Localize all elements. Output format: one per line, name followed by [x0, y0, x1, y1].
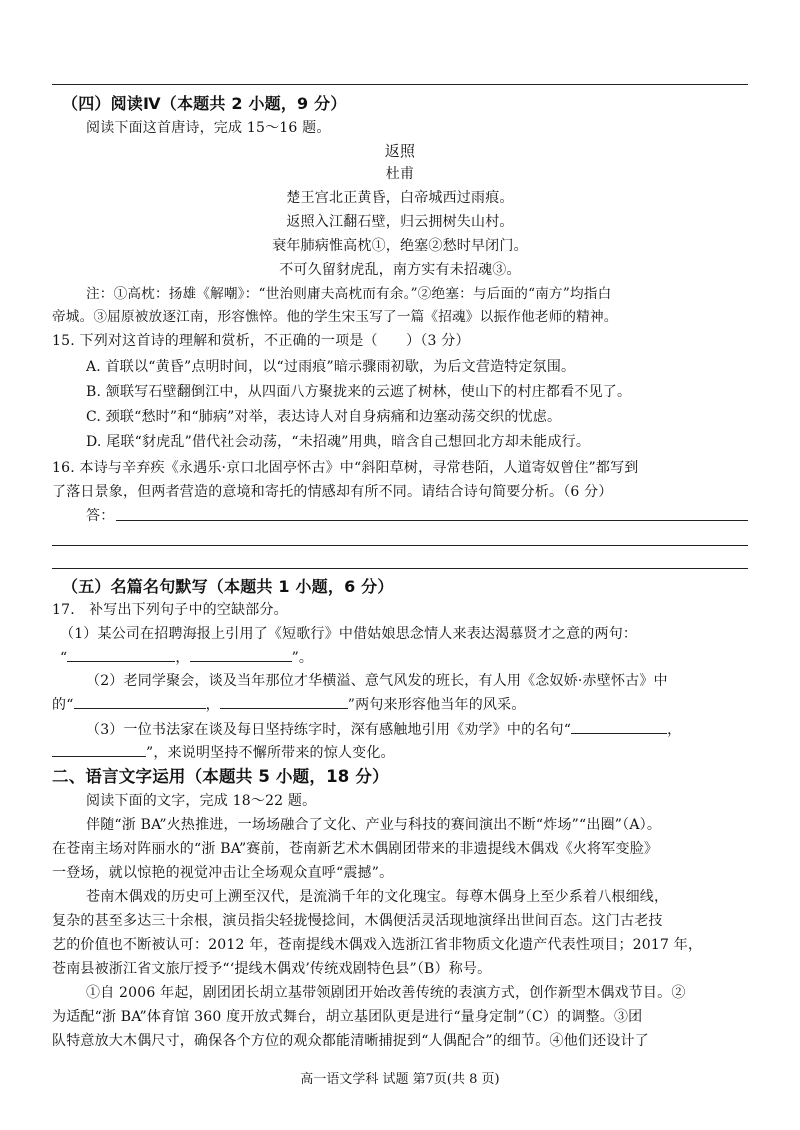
section4-heading: （四）阅读Ⅳ（本题共 2 小题，9 分） — [62, 94, 347, 113]
section5-heading: （五）名篇名句默写（本题共 1 小题，6 分） — [62, 577, 394, 596]
para1-line-2: 在苍南主场对阵丽水的“浙 BA”赛前，苍南新艺术木偶剧团带来的非遗提线木偶戏《火将军变脸》 — [52, 841, 659, 857]
q17-3-blank-2[interactable] — [52, 742, 146, 757]
q15-option-d: D. 尾联“豺虎乱”借代社会动荡，“未招魂”用典，暗含自己想回北方却未能成行。 — [86, 434, 591, 450]
q17-1-open-quote: “ — [60, 650, 68, 666]
q17-1-text: （1）某公司在招聘海报上引用了《短歌行》中借姑娘思念情人来表达渴慕贤才之意的两句： — [60, 626, 638, 642]
q17-2-close: ”两句来形容他当年的风采。 — [347, 697, 526, 713]
para2-line-1: 苍南木偶戏的历史可上溯至汉代，是流淌千年的文化瑰宝。每尊木偶身上至少系着八根细线， — [86, 889, 669, 905]
q17-2-answer-row: 的“ ， ”两句来形容他当年的风采。 — [52, 694, 526, 715]
q17-1-blank-1[interactable] — [67, 647, 175, 662]
q15-option-a: A. 首联以“黄昏”点明时间，以“过雨痕”暗示骤雨初歇，为后文营造特定氛围。 — [86, 359, 576, 375]
para3-line-3: 队特意放大木偶尺寸，确保各个方位的观众都能清晰捕捉到“人偶配合”的细节。④他们还设计了 — [52, 1033, 649, 1049]
poem-note-line-1: 注：①高枕：扬雄《解嘲》：“世治则庸夫高枕而有余。”②绝塞：与后面的“南方”均指白 — [86, 286, 612, 302]
poem-note-line-2: 帝城。③屈原被放逐江南，形容憔悴。他的学生宋玉写了一篇《招魂》以振作他老师的精神。 — [52, 309, 618, 325]
q17-1-answer-row — [60, 647, 313, 668]
part2-instruction: 阅读下面的文字，完成 18～22 题。 — [86, 793, 317, 809]
answer-line-2[interactable] — [52, 545, 748, 546]
q15-option-c: C. 颈联“愁时”和“肺病”对举，表达诗人对自身病痛和边塞动荡交织的忧虑。 — [86, 409, 562, 425]
poem-line-1: 楚王宫北正黄昏，白帝城西过雨痕。 — [286, 190, 514, 206]
q17-3-answer-row — [52, 742, 395, 763]
top-divider — [52, 84, 748, 85]
para2-line-3: 艺的价值也不断被认可：2012 年，苍南提线木偶戏入选浙江省非物质文化遗产代表性项目；2017 年， — [52, 937, 703, 953]
q17-3-text-row: （3）一位书法家在谈及每日坚持练字时，深有感触地引用《劝学》中的名句“ ， — [86, 719, 681, 740]
para3-line-1: ①自 2006 年起，剧团团长胡立基带领剧团开始改善传统的表演方式，创作新型木偶戏节目。② — [86, 985, 686, 1001]
q17-2-prefix: 的“ — [52, 697, 74, 713]
answer-line-1[interactable] — [116, 520, 748, 521]
para2-line-4: 苍南县被浙江省文旅厅授予“‘提线木偶戏’传统戏剧特色县”（B）称号。 — [52, 961, 492, 977]
q17-2-blank-2[interactable] — [220, 694, 348, 709]
q16-stem-line-1: 16. 本诗与辛弃疾《永遇乐·京口北固亭怀古》中“斜阳草树，寻常巷陌，人道寄奴曾住”都写到 — [52, 460, 639, 476]
q17-2-text: （2）老同学聚会，谈及当年那位才华横溢、意气风发的班长，有人用《念奴娇·赤壁怀古》中 — [86, 673, 668, 689]
q17-2-blank-1[interactable] — [74, 694, 206, 709]
para1-line-3: 一登场，就以惊艳的视觉冲击让全场观众直呼“震撼”。 — [52, 865, 394, 881]
q17-stem: 17. 补写出下列句子中的空缺部分。 — [52, 602, 288, 618]
q17-1-separator: ， — [175, 650, 190, 666]
q17-3-blank-1[interactable] — [571, 719, 667, 734]
q17-3-close: ”，来说明坚持不懈所带来的惊人变化。 — [146, 745, 395, 761]
poem-author: 杜甫 — [385, 166, 415, 182]
section4-instruction: 阅读下面这首唐诗，完成 15～16 题。 — [86, 120, 331, 136]
q17-3-text: （3）一位书法家在谈及每日坚持练字时，深有感触地引用《劝学》中的名句“ — [86, 722, 572, 738]
q17-1-blank-2[interactable] — [190, 647, 292, 662]
part2-heading: 二、语言文字运用（本题共 5 小题，18 分） — [52, 767, 389, 786]
q15-stem: 15. 下列对这首诗的理解和赏析，不正确的一项是（ ）（3 分） — [52, 333, 470, 349]
q17-1-close-quote: ”。 — [291, 650, 314, 666]
q16-stem-line-2: 了落日景象，但两者营造的意境和寄托的情感却有所不同。请结合诗句简要分析。（6 分） — [52, 484, 613, 500]
para1-line-1: 伴随“浙 BA”火热推进，一场场融合了文化、产业与科技的赛间演出不断“炸场”“出圈”（A）。 — [86, 817, 662, 833]
answer-label: 答： — [86, 508, 115, 524]
poem-title: 返照 — [384, 142, 416, 160]
section5-divider — [52, 568, 748, 569]
para3-line-2: 为适配“浙 BA”体育馆 360 度开放式舞台，胡立基团队更是进行“量身定制”（C）的调整。③团 — [52, 1009, 643, 1025]
poem-line-3: 衰年肺病惟高枕①，绝塞②愁时早闭门。 — [272, 238, 528, 254]
poem-line-4: 不可久留豺虎乱，南方实有未招魂③。 — [279, 262, 521, 278]
poem-line-2: 返照入江翻石壁，归云拥树失山村。 — [286, 214, 514, 230]
page-footer: 高一语文学科 试题 第7页(共 8 页) — [300, 1072, 500, 1087]
q15-option-b: B. 颔联写石壁翻倒江中，从四面八方聚拢来的云遮了树林，使山下的村庄都看不见了。 — [86, 384, 632, 400]
para2-line-2: 复杂的甚至多达三十余根，演员指尖轻拢慢捻间，木偶便活灵活现地演绎出世间百态。这门古老技 — [52, 913, 663, 929]
